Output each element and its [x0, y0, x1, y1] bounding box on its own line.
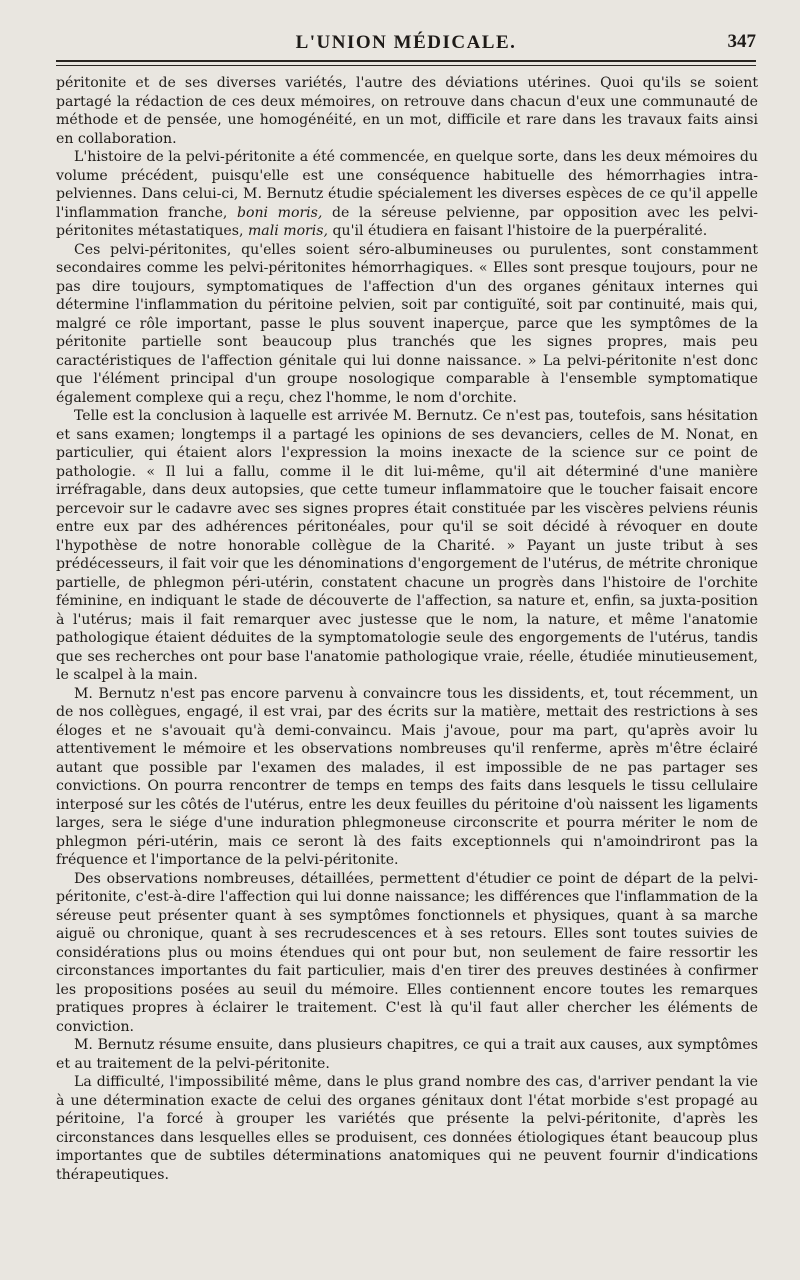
paragraph-5: M. Bernutz n'est pas encore parvenu à convaincre tous les dissidents, et, tout récemment, un de nos collègues, engagé, il est vrai, par des écrits sur la matière, mettait des restrictions à ses éloges et ne s'avouait qu'à demi-convaincu. Mais j'avoue, pour ma part, qu'après avoir lu attentivement le mémoire et les observations nombreuses qu'il renferme, après m'être éclairé autant que possible par l'examen des malades, il est impossible de ne pas partager ses convictions. On pourra rencontrer de temps en temps des faits dans lesquels le tissu cellulaire interposé sur les côtés de l'utérus, entre les deux feuilles du péritoine d'où naissent les ligaments larges, sera le siége d'une induration phlegmoneuse circonscrite et pourra mériter le nom de phlegmon péri-utérin, mais ce seront là des faits exceptionnels qui n'amoindriront pas la fréquence et l'importance de la pelvi-péritonite. [56, 685, 758, 868]
paragraph-1: péritonite et de ses diverses variétés, l'autre des déviations utérines. Quoi qu'ils se soient partagé la rédaction de ces deux mémoires, on retrouve dans chacun d'eux une communauté de méthode et de pensée, une homogénéité, en un mot, difficile et rare dans les travaux faits ainsi en collaboration. [56, 75, 758, 147]
page-number: 347 [727, 31, 756, 52]
journal-title: L'UNION MÉDICALE. [295, 32, 517, 53]
paragraph-2-part-c: qu'il étudiera en faisant l'histoire de la puerpéralité. [328, 223, 708, 239]
paragraph-2 [56, 148, 758, 241]
header-rule [56, 65, 756, 66]
paragraph-4: Telle est la conclusion à laquelle est arrivée M. Bernutz. Ce n'est pas, toutefois, sans hésitation et sans examen; longtemps il a partagé les opinions de ses devanciers, celles de M. Nonat, en particulier, qui étaient alors l'expression la moins inexacte de la science sur ce point de pathologie. « Il lui a fallu, comme il le dit lui-même, qu'il ait déterminé d'une manière irréfragable, dans deux autopsies, que cette tumeur inflammatoire que le toucher faisait encore percevoir sur le cadavre avec ses signes propres était constituée par les viscères pelviens réunis entre eux par des adhérences péritonéales, pour qu'il se soit décidé à révoquer en doute l'hypothèse de notre honorable collègue de la Charité. » Payant un juste tribut à ses prédécesseurs, il fait voir que les dénominations d'engorgement de l'utérus, de métrite chronique partielle, de phlegmon péri-utérin, constatent chacune un progrès dans l'histoire de l'orchite féminine, en indiquant le stade de découverte de l'affection, sa nature et, enfin, sa juxta-position à l'utérus; mais il fait remarquer avec justesse que le nom, la nature, et même l'anatomie pathologique étaient déduites de la symptomatologie seule des engorgements de l'utérus, tandis que ses recherches ont pour base l'anatomie pathologique vraie, réelle, étudiée minutieusement, le scalpel à la main. [56, 408, 758, 683]
paragraph-8: La difficulté, l'impossibilité même, dans le plus grand nombre des cas, d'arriver pendant la vie à une détermination exacte de celui des organes génitaux dont l'état morbide s'est propagé au péritoine, l'a forcé à grouper les variétés que présente la pelvi-péritonite, d'après les circonstances dans lesquelles elles se produisent, ces données étiologiques étant beaucoup plus importantes que de subtiles déterminations anatomiques qui ne peuvent fournir d'indications thérapeutiques. [56, 1074, 758, 1183]
paragraph-2-part-b: de la séreuse pelvienne, par opposition avec les pelvi-péritonites métastatiques, [56, 204, 758, 239]
paragraph-2-part-a: L'histoire de la pelvi-péritonite a été commencée, en quelque sorte, dans les deux mémoires du volume précédent, puisqu'elle est une conséquence habituelle des hémorrhagies intra-pelviennes. Dans celui-ci, M. Bernutz étudie spécialement les diverses espèces de ce qu'il appelle l'inflammation franche, [56, 149, 758, 221]
paragraph-3: Ces pelvi-péritonites, qu'elles soient séro-albumineuses ou purulentes, sont constamment secondaires comme les pelvi-péritonites hémorrhagiques. « Elles sont presque toujours, pour ne pas dire toujours, symptomatiques de l'affection d'un des organes génitaux internes qui détermine l'inflammation du péritoine pelvien, soit par contiguïté, soit par continuité, mais qui, malgré ce rôle important, passe le plus souvent inaperçue, parce que les symptômes de la péritonite partielle sont beaucoup plus tranchés que les signes propres, mais peu caractéristiques de l'affection génitale qui lui donne naissance. » La pelvi-péritonite n'est donc que l'élément principal d'un groupe nosologique comparable à l'ensemble symptomatique également complexe qui a reçu, chez l'homme, le nom d'orchite. [56, 241, 758, 406]
italic-boni-moris: boni moris, [236, 204, 323, 221]
paragraph-7: M. Bernutz résume ensuite, dans plusieurs chapitres, ce qui a trait aux causes, aux symptômes et au traitement de la pelvi-péritonite. [56, 1037, 758, 1072]
italic-mali-moris: mali moris, [247, 223, 329, 239]
page-header [56, 26, 756, 62]
paragraph-6: Des observations nombreuses, détaillées, permettent d'étudier ce point de départ de la pelvi-péritonite, c'est-à-dire l'affection qui lui donne naissance; les différences que l'inflammation de la séreuse peut présenter quant à ses symptômes fonctionnels et physiques, quant à sa marche aiguë ou chronique, quant à ses recrudescences et à ses retours. Elles sont toutes suivies de considérations plus ou moins étendues qui ont pour but, non seulement de faire ressortir les circonstances importantes du fait particulier, mais d'en tirer des preuves destinées à confirmer les propositions posées au seuil du mémoire. Elles contiennent encore toutes les remarques pratiques propres à éclairer le traitement. C'est là qu'il faut aller chercher les éléments de conviction. [56, 870, 758, 1035]
article-body [56, 74, 758, 1240]
